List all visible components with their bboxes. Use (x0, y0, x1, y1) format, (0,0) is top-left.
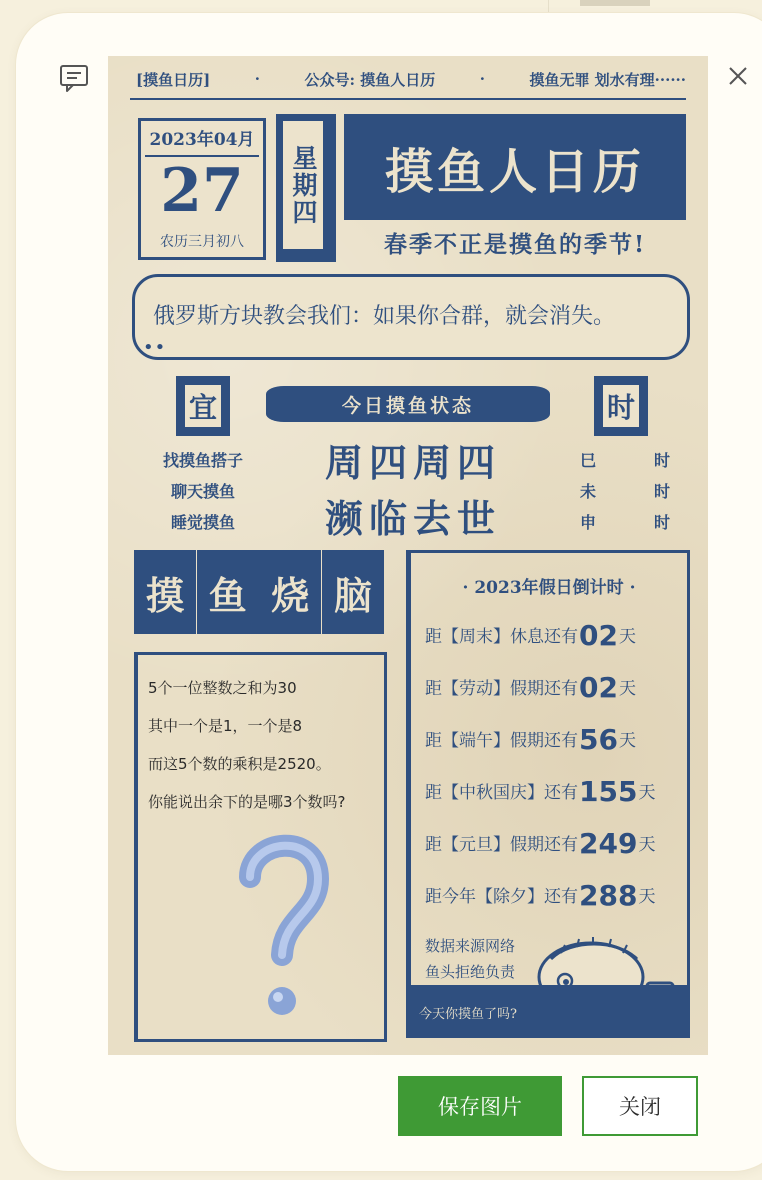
status-line: 周四周四 (324, 440, 501, 485)
puzzle-line: 其中一个是1，一个是8 (148, 717, 303, 735)
countdown-unit: 天 (618, 679, 636, 699)
source-line: 数据来源网络 (425, 937, 516, 955)
countdown-prefix: 距【元旦】假期还有 (425, 835, 578, 855)
quote-dots: •• (143, 337, 167, 358)
countdown-unit: 天 (638, 783, 656, 803)
yi-item: 找摸鱼搭子 (162, 451, 243, 470)
brain-title-char: 摸 (134, 550, 196, 634)
shi-unit: 时 (653, 513, 670, 532)
date-lunar: 农历三月初八 (160, 234, 244, 250)
countdown-prefix: 距【劳动】假期还有 (425, 679, 578, 699)
comment-icon[interactable] (59, 64, 89, 92)
countdown-row (425, 671, 685, 704)
shi-branch: 未 (580, 482, 597, 501)
background-strip (580, 0, 650, 6)
status-banner: 今日摸鱼状态 (266, 386, 550, 422)
top-bar-sep1: · (254, 70, 260, 88)
save-image-button[interactable]: 保存图片 (398, 1076, 562, 1136)
shi-item (580, 479, 670, 502)
calendar-poster-image (108, 56, 708, 1055)
countdown-days: 155 (579, 775, 638, 808)
quote-text: 俄罗斯方块教会我们：如果你合群，就会消失。 (153, 304, 616, 329)
question-mark-icon (228, 825, 338, 1025)
top-bar-left: [摸鱼日历] (136, 70, 211, 89)
countdown-unit: 天 (638, 887, 656, 907)
brand-block (344, 114, 686, 220)
shi-label: 时 (603, 385, 639, 427)
yi-item: 聊天摸鱼 (170, 482, 235, 501)
weekday-box (276, 114, 336, 262)
countdown-prefix: 距【端午】假期还有 (425, 731, 578, 751)
shi-item (580, 448, 670, 471)
yi-label: 宜 (185, 385, 221, 427)
date-day: 27 (160, 156, 244, 226)
close-icon[interactable] (726, 64, 750, 88)
countdown-unit: 天 (618, 627, 636, 647)
countdown-prefix: 距【周末】休息还有 (425, 627, 578, 647)
top-bar-sep2: · (479, 70, 485, 88)
status-line: 濒临去世 (324, 496, 501, 541)
date-year-month: 2023年04月 (149, 130, 255, 150)
yi-tag (176, 376, 230, 436)
puzzle-line: 5个一位整数之和为30 (148, 679, 297, 697)
top-bar-right: 摸鱼无罪 划水有理······ (529, 70, 686, 89)
date-box (138, 118, 266, 260)
poster-top-bar (136, 66, 686, 92)
source-line: 鱼头拒绝负责 (425, 963, 516, 981)
quote-bubble (132, 274, 690, 360)
puzzle-box (134, 652, 387, 1042)
countdown-prefix: 距今年【除夕】还有 (425, 887, 578, 907)
countdown-title: · 2023年假日倒计时 · (462, 578, 636, 598)
close-button[interactable]: 关闭 (582, 1076, 698, 1136)
countdown-prefix: 距【中秋国庆】还有 (425, 783, 578, 803)
puzzle-line: 而这5个数的乘积是2520。 (148, 755, 331, 773)
countdown-row (425, 619, 685, 652)
countdown-footer (411, 985, 687, 1035)
countdown-unit: 天 (618, 731, 636, 751)
countdown-unit: 天 (638, 835, 656, 855)
countdown-days: 56 (579, 723, 618, 756)
countdown-row (425, 827, 685, 860)
countdown-row (425, 879, 685, 912)
shi-branch: 巳 (580, 451, 597, 470)
countdown-row (425, 723, 685, 756)
brain-teaser-title (134, 550, 384, 636)
countdown-days: 02 (579, 671, 618, 704)
countdown-days: 02 (579, 619, 618, 652)
top-divider (130, 98, 686, 100)
brand-title: 摸鱼人日历 (384, 143, 645, 200)
shi-tag (594, 376, 648, 436)
brain-title-char: 烧 (259, 550, 321, 634)
shi-unit: 时 (653, 451, 670, 470)
brain-title-char: 脑 (322, 550, 384, 634)
slogan: 春季不正是摸鱼的季节! (383, 231, 647, 258)
holiday-countdown (406, 550, 690, 1038)
countdown-days: 288 (579, 879, 638, 912)
shi-branch: 申 (580, 513, 597, 532)
brain-title-char: 鱼 (197, 550, 259, 634)
yi-item: 睡觉摸鱼 (170, 513, 235, 532)
footer-text: 今天你摸鱼了吗? (419, 1007, 517, 1022)
countdown-days: 249 (579, 827, 638, 860)
countdown-row (425, 775, 685, 808)
weekday-label: 星期四 (289, 144, 318, 226)
shi-unit: 时 (653, 482, 670, 501)
shi-item (580, 510, 670, 533)
puzzle-line: 你能说出余下的是哪3个数吗? (148, 793, 346, 811)
top-bar-middle: 公众号: 摸鱼人日历 (304, 70, 436, 89)
